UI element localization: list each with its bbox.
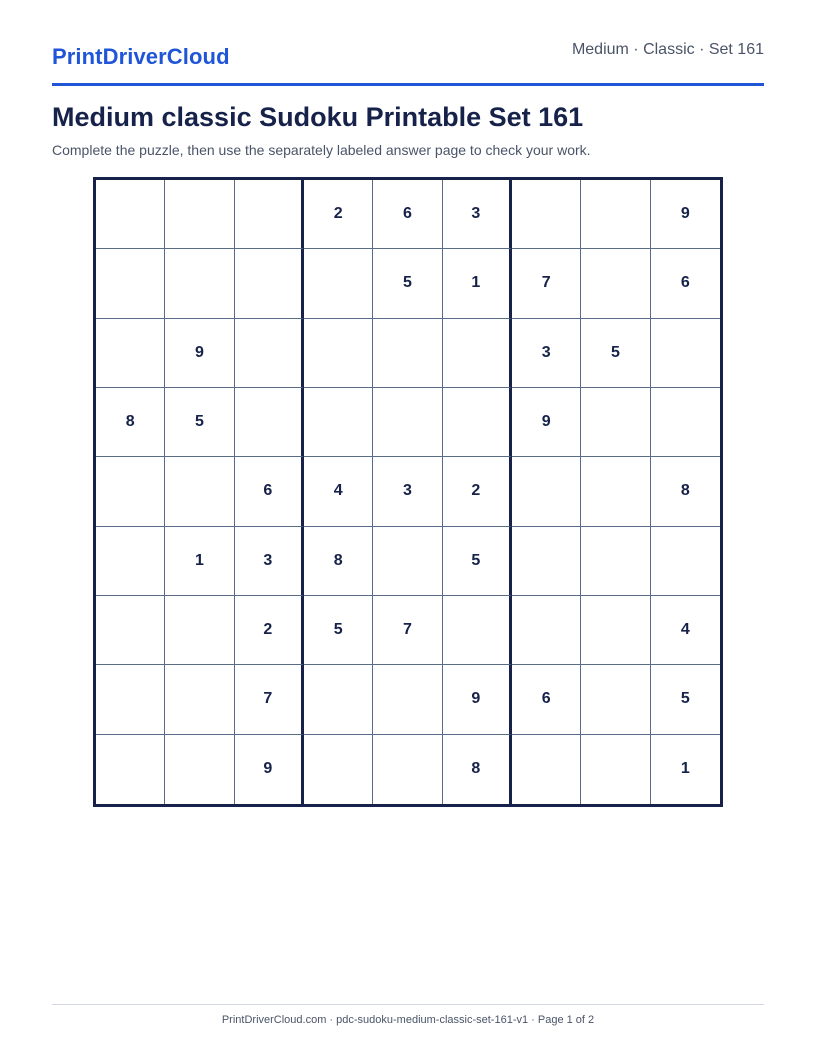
sudoku-cell-empty [443,319,512,388]
page-title: Medium classic Sudoku Printable Set 161 [52,102,584,132]
sudoku-cell-empty [165,180,234,249]
sudoku-cell-empty [165,596,234,665]
sudoku-cell-empty [373,388,442,457]
sudoku-cell-empty [512,180,581,249]
sudoku-cell-given: 9 [165,319,234,388]
sudoku-cell-empty [651,319,720,388]
sudoku-cell-empty [96,596,165,665]
footer-divider [52,1004,764,1005]
sudoku-cell-given: 6 [512,665,581,734]
sudoku-cell-empty [165,457,234,526]
sudoku-cell-empty [512,735,581,804]
sudoku-cell-given: 1 [165,527,234,596]
sudoku-cell-empty [373,527,442,596]
sudoku-cell-given: 3 [373,457,442,526]
sudoku-cell-empty [373,319,442,388]
sudoku-cell-given: 4 [651,596,720,665]
page-subtitle: Complete the puzzle, then use the separately labeled answer page to check your work. [52,142,591,158]
sudoku-cell-empty [96,665,165,734]
sudoku-cell-given: 3 [235,527,304,596]
sudoku-cell-empty [235,319,304,388]
sudoku-cell-empty [96,457,165,526]
sudoku-cell-empty [512,457,581,526]
sudoku-cell-empty [165,665,234,734]
sudoku-cell-empty [235,180,304,249]
sudoku-cell-empty [651,527,720,596]
sudoku-cell-empty [581,180,650,249]
sudoku-cell-given: 2 [235,596,304,665]
sudoku-cell-given: 8 [651,457,720,526]
sudoku-cell-empty [443,388,512,457]
sudoku-cell-empty [235,388,304,457]
sudoku-cell-empty [96,319,165,388]
sudoku-cell-empty [581,457,650,526]
sudoku-cell-given: 5 [581,319,650,388]
sudoku-grid [93,177,723,807]
sudoku-cell-given: 6 [373,180,442,249]
sudoku-cell-given: 5 [165,388,234,457]
page-footer: PrintDriverCloud.com · pdc-sudoku-medium-classic-set-161-v1 · Page 1 of 2 [221,1014,595,1026]
sudoku-cell-empty [304,665,373,734]
sudoku-cell-empty [96,735,165,804]
sudoku-cell-given: 2 [304,180,373,249]
sudoku-cell-given: 7 [512,249,581,318]
sudoku-cell-empty [96,249,165,318]
header-divider [52,83,764,86]
sudoku-cell-empty [165,249,234,318]
sudoku-cell-empty [651,388,720,457]
sudoku-cell-given: 6 [651,249,720,318]
sudoku-cell-empty [373,665,442,734]
sudoku-cell-empty [165,735,234,804]
sudoku-cell-empty [304,388,373,457]
sudoku-cell-empty [304,249,373,318]
sudoku-cell-empty [96,527,165,596]
sudoku-cell-given: 2 [443,457,512,526]
sudoku-cell-empty [373,735,442,804]
sudoku-cell-given: 9 [235,735,304,804]
sudoku-cell-given: 7 [235,665,304,734]
sudoku-cell-given: 9 [651,180,720,249]
brand-logo: PrintDriverCloud [52,44,230,69]
sudoku-cell-empty [235,249,304,318]
sudoku-cell-given: 3 [512,319,581,388]
sudoku-cell-given: 8 [96,388,165,457]
sudoku-cell-given: 5 [443,527,512,596]
sudoku-cell-given: 8 [304,527,373,596]
sudoku-cell-given: 7 [373,596,442,665]
sudoku-cell-empty [581,249,650,318]
sudoku-cell-empty [581,665,650,734]
sudoku-cell-given: 9 [512,388,581,457]
sudoku-cell-empty [304,319,373,388]
sudoku-cell-empty [443,596,512,665]
sudoku-cell-empty [512,596,581,665]
sudoku-cell-empty [581,735,650,804]
puzzle-meta: Medium · Classic · Set 161 [571,41,764,58]
sudoku-cell-given: 6 [235,457,304,526]
sudoku-cell-empty [96,180,165,249]
sudoku-cell-empty [581,596,650,665]
sudoku-cell-given: 5 [373,249,442,318]
sudoku-cell-given: 9 [443,665,512,734]
sudoku-cell-empty [581,527,650,596]
sudoku-cell-given: 5 [304,596,373,665]
sudoku-cell-empty [512,527,581,596]
sudoku-cell-given: 8 [443,735,512,804]
sudoku-cell-given: 1 [443,249,512,318]
sudoku-cell-empty [581,388,650,457]
sudoku-cell-given: 1 [680,760,690,778]
sudoku-cell-given: 4 [304,457,373,526]
sudoku-cell-given: 3 [443,180,512,249]
sudoku-cell-empty [304,735,373,804]
sudoku-cell-given: 5 [651,665,720,734]
